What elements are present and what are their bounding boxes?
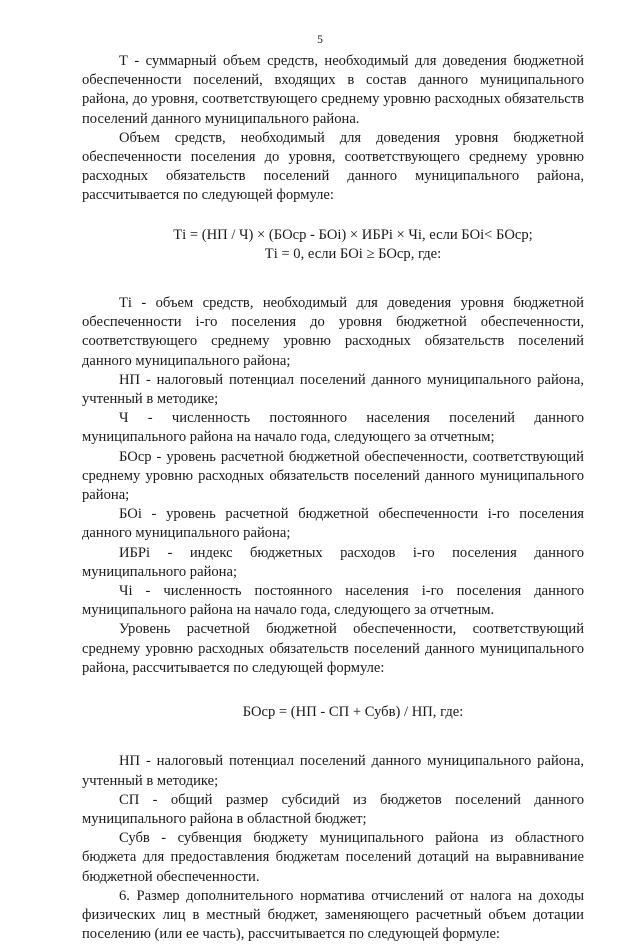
definition-sp: СП - общий размер субсидий из бюджетов поселений данного муниципального района в областной бюджет; xyxy=(82,791,584,827)
paragraph-section-6: 6. Размер дополнительного норматива отчислений от налога на доходы физических лиц в местный бюджет, заменяющего расчетный объем дотации поселению (или ее часть), рассчитывается по следующей формуле: xyxy=(82,887,584,943)
definition-chi: Чi - численность постоянного населения i-го поселения данного муниципального района на начало года, следующего за отчетным. xyxy=(82,583,584,619)
definition-np-2: НП - налоговый потенциал поселений данного муниципального района, учтенный в методике; xyxy=(82,753,584,789)
page-number: 5 xyxy=(317,34,323,46)
definition-ch: Ч - численность постоянного населения поселений данного муниципального района на начало года, следующего за отчетным; xyxy=(82,410,584,446)
formula-ti-line-2: Тi = 0, если БОi ≥ БОср, где: xyxy=(264,245,442,262)
formula-ti-line-1: Тi = (НП / Ч) × (БОср - БОi) × ИБРi × Чi, если БОi< БОср; xyxy=(173,226,533,243)
definition-ti: Тi - объем средств, необходимый для доведения уровня бюджетной обеспеченности i-го поселения до уровня бюджетной обеспеченности, соответствующего среднему уровню расходных обязательств поселений данного муниципального района; xyxy=(82,295,584,369)
formula-bosr: БОср = (НП - СП + Субв) / НП, где: xyxy=(242,704,464,721)
definition-ibri: ИБРi - индекс бюджетных расходов i-го поселения данного муниципального района; xyxy=(82,544,584,580)
definition-np: НП - налоговый потенциал поселений данного муниципального района, учтенный в методике; xyxy=(82,371,584,408)
definition-subv: Субв - субвенция бюджету муниципального района из областного бюджета для предоставления бюджетам поселений дотаций на выравнивание бюджетной обеспеченности. xyxy=(82,830,584,885)
paragraph-t-definition: Т - суммарный объем средств, необходимый для доведения бюджетной обеспеченности поселений, входящих в состав данного муниципального района, до уровня, соответствующего среднему уровню расходных обязательств поселений данного муниципального района. xyxy=(82,53,584,127)
paragraph-formula-intro: Объем средств, необходимый для доведения уровня бюджетной обеспеченности поселения до уровня, соответствующего среднему уровню расходных обязательств поселений данного муниципального района, рассчитывается по следующей формуле: xyxy=(82,129,584,204)
paragraph-bosr-intro: Уровень расчетной бюджетной обеспеченности, соответствующий среднему уровню расходных обязательств поселений данного муниципального района, рассчитывается по следующей формуле: xyxy=(82,621,584,676)
definition-boi: БОi - уровень расчетной бюджетной обеспеченности i-го поселения данного муниципального района; xyxy=(82,506,584,542)
definition-bosr: БОср - уровень расчетной бюджетной обеспеченности, соответствующий среднему уровню расходных обязательств поселений данного муниципального района; xyxy=(82,448,584,504)
document-body xyxy=(82,52,584,944)
